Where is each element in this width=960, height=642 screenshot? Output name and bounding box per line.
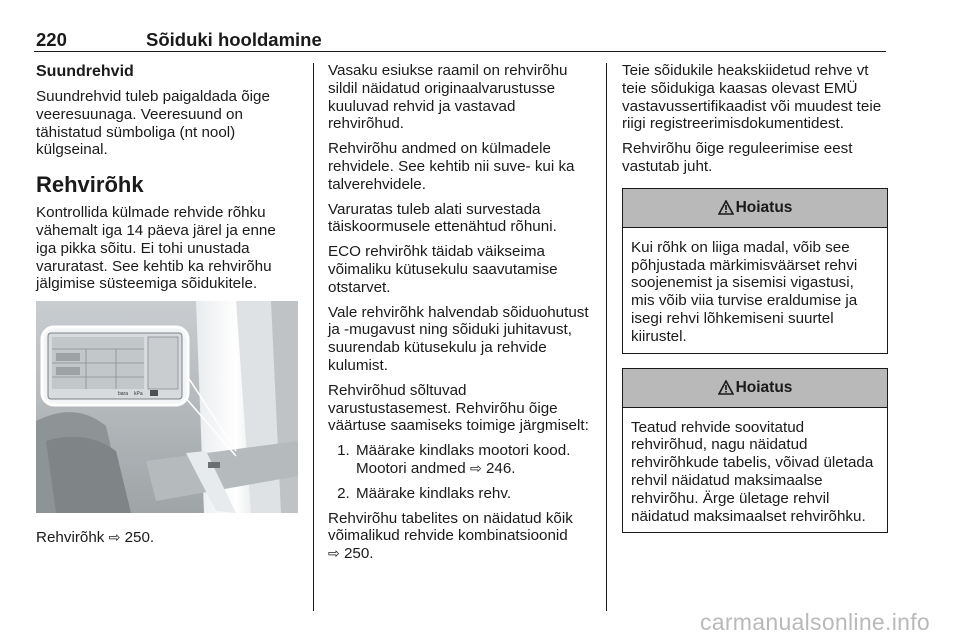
section-title: Rehvirõhk (36, 172, 144, 198)
paragraph: Rehvirõhud sõltuvad varustustasemest. Rehvirõhu õige väärtuse saamiseks toimige järgmiselt: (328, 381, 589, 435)
warning-title: Hoiatus (735, 198, 793, 216)
caption-text: Rehvirõhk (36, 529, 105, 547)
warning-header (623, 369, 887, 408)
paragraph: Varuratas tuleb alati survestada täiskoormusele ettenähtud rõhuni. (328, 200, 557, 236)
door-frame-illustration (36, 301, 298, 513)
paragraph: Rehvirõhu andmed on külmadele rehvidele. See kehtib nii suve- kui ka talverehvidele. (328, 140, 575, 193)
label-unit-kpa: kPa (134, 391, 143, 398)
column-divider (313, 63, 314, 611)
subsection-title: Suundrehvid (36, 63, 134, 80)
chapter-title: Sõiduki hooldamine (146, 29, 322, 50)
label-unit-bar: bara (118, 391, 129, 398)
warning-text: Teatud rehvide soovitatud rehvirõhud, nagu näidatud rehvirõhkude tabelis, võivad ületada rehvil näidatud maksimaalse rehvirõhu. Ärge ületage rehvil näidatud maksimaalset rehvirõhku. (631, 418, 874, 525)
list-item-text: Määrake kindlaks mootori kood. Mootori andmed (356, 442, 571, 477)
column-left (36, 63, 298, 554)
column-right (622, 62, 888, 547)
photo-caption (36, 529, 298, 547)
warning-title: Hoiatus (735, 378, 793, 396)
warning-box (622, 188, 888, 354)
paragraph: Teie sõidukile heakskiidetud rehve vt teie sõidukiga kaasas olevast EMÜ vastavussertifikaadist või muudest teie riigi registreerimisdokumentidest. (622, 62, 882, 133)
paragraph-text: Rehvirõhu tabelites on näidatud kõik võimalikud rehvide kombinatsioonid (328, 509, 573, 545)
page-ref-icon: ⇨ (328, 545, 340, 562)
list-item-page-ref[interactable]: 246. (485, 459, 516, 477)
paragraph: Kontrollida külmade rehvide rõhku vähemalt iga 14 päeva järel ja enne iga pikka sõitu. Ei tohi unustada varuratast. See kehtib ka rehvirõhu jälgimise süsteemiga sõidukitele. (36, 204, 276, 293)
list-item (354, 485, 590, 503)
warning-text: Kui rõhk on liiga madal, võib see põhjustada märkimisväärset rehvi soojenemist ja sisemisi vigastusi, mis võib viia turvise eraldumise ja isegi rehvi lõhkemiseni suurtel kiirustel. (631, 238, 858, 345)
page-ref-icon: ⇨ (108, 529, 121, 546)
watermark: carmanualsonline.info (699, 609, 930, 635)
caption-page-ref[interactable]: 250. (124, 529, 155, 547)
paragraph: Vale rehvirõhk halvendab sõiduohutust ja -mugavust ning sõiduki juhitavust, suurendab kütusekulu ja rehvide kulumist. (328, 303, 589, 374)
paragraph: Rehvirõhu õige reguleerimise eest vastutab juht. (622, 140, 853, 175)
paragraph (328, 510, 590, 563)
page-number: 220 (36, 29, 67, 50)
paragraph: Vasaku esiukse raamil on rehvirõhu sildil näidatud originaalvarustusse kuuluvad rehvid ja vastavad rehvirõhud. (328, 62, 568, 133)
warning-header (623, 189, 887, 228)
tyre-pressure-label-photo (36, 301, 298, 513)
paragraph: ECO rehvirõhk täidab väikseima võimaliku kütusekulu saavutamise otstarvet. (328, 243, 558, 296)
column-divider (606, 63, 607, 611)
warning-triangle-icon (718, 380, 734, 395)
list-item (354, 442, 590, 478)
steps-list (328, 442, 590, 502)
paragraph-page-ref[interactable]: 250. (343, 545, 374, 563)
page-ref-icon: ⇨ (469, 459, 482, 476)
warning-box (622, 368, 888, 534)
page-header (34, 27, 886, 52)
warning-triangle-icon (718, 200, 734, 215)
list-item-text: Määrake kindlaks rehv. (356, 484, 512, 502)
column-middle (328, 62, 590, 570)
paragraph: Suundrehvid tuleb paigaldada õige veeresuunaga. Veeresuund on tähistatud sümboliga (nt nool) külgseinal. (36, 88, 270, 159)
